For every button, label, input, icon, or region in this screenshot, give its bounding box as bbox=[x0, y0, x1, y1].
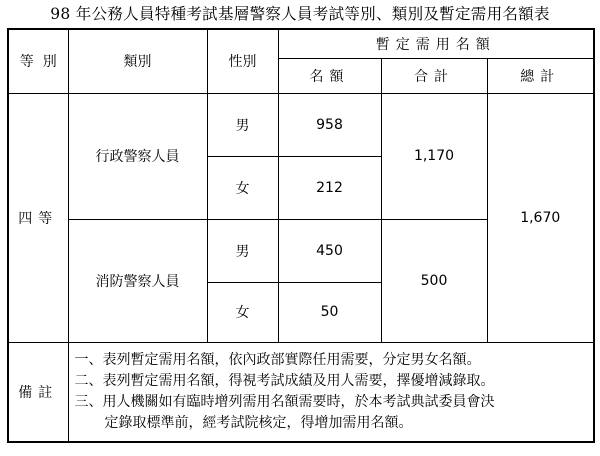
remarks-row bbox=[8, 342, 594, 442]
category-cell: 消防警察人員 bbox=[68, 219, 207, 342]
quota-cell: 212 bbox=[278, 156, 381, 219]
quota-cell: 50 bbox=[278, 282, 381, 342]
header-quota: 名額 bbox=[278, 58, 381, 93]
category-cell: 行政警察人員 bbox=[68, 93, 207, 219]
remark-note: 三、用人機關如有臨時增列需用名額需要時，於本考試典試委員會決 bbox=[74, 393, 495, 410]
grand-total-cell: 1,670 bbox=[487, 93, 594, 342]
table-title: 98 年公務人員特種考試基層警察人員考試等別、類別及暫定需用名額表 bbox=[50, 5, 550, 23]
quota-cell: 958 bbox=[278, 93, 381, 156]
remarks-label: 備註 bbox=[8, 342, 68, 442]
header-grade: 等 別 bbox=[8, 29, 68, 93]
remark-note: 定錄取標準前，經考試院核定，得增加需用名額。 bbox=[104, 414, 413, 431]
header-total: 總計 bbox=[487, 58, 594, 93]
remarks-content bbox=[68, 342, 594, 442]
table-row bbox=[8, 93, 594, 156]
grade-cell: 四等 bbox=[8, 93, 68, 342]
gender-cell: 女 bbox=[207, 282, 278, 342]
quota-table bbox=[7, 28, 595, 443]
remark-note: 二、表列暫定需用名額，得視考試成績及用人需要，擇優增減錄取。 bbox=[74, 372, 495, 389]
subtotal-cell: 1,170 bbox=[381, 93, 487, 219]
remark-note: 一、表列暫定需用名額，依內政部實際任用需要，分定男女名額。 bbox=[74, 351, 481, 368]
gender-cell: 男 bbox=[207, 219, 278, 282]
quota-cell: 450 bbox=[278, 219, 381, 282]
gender-cell: 女 bbox=[207, 156, 278, 219]
header-subtotal: 合計 bbox=[381, 58, 487, 93]
header-quota-group: 暫定需用名額 bbox=[278, 29, 594, 58]
gender-cell: 男 bbox=[207, 93, 278, 156]
subtotal-cell: 500 bbox=[381, 219, 487, 342]
header-row-1 bbox=[8, 29, 594, 58]
header-gender: 性別 bbox=[207, 29, 278, 93]
header-category: 類別 bbox=[68, 29, 207, 93]
